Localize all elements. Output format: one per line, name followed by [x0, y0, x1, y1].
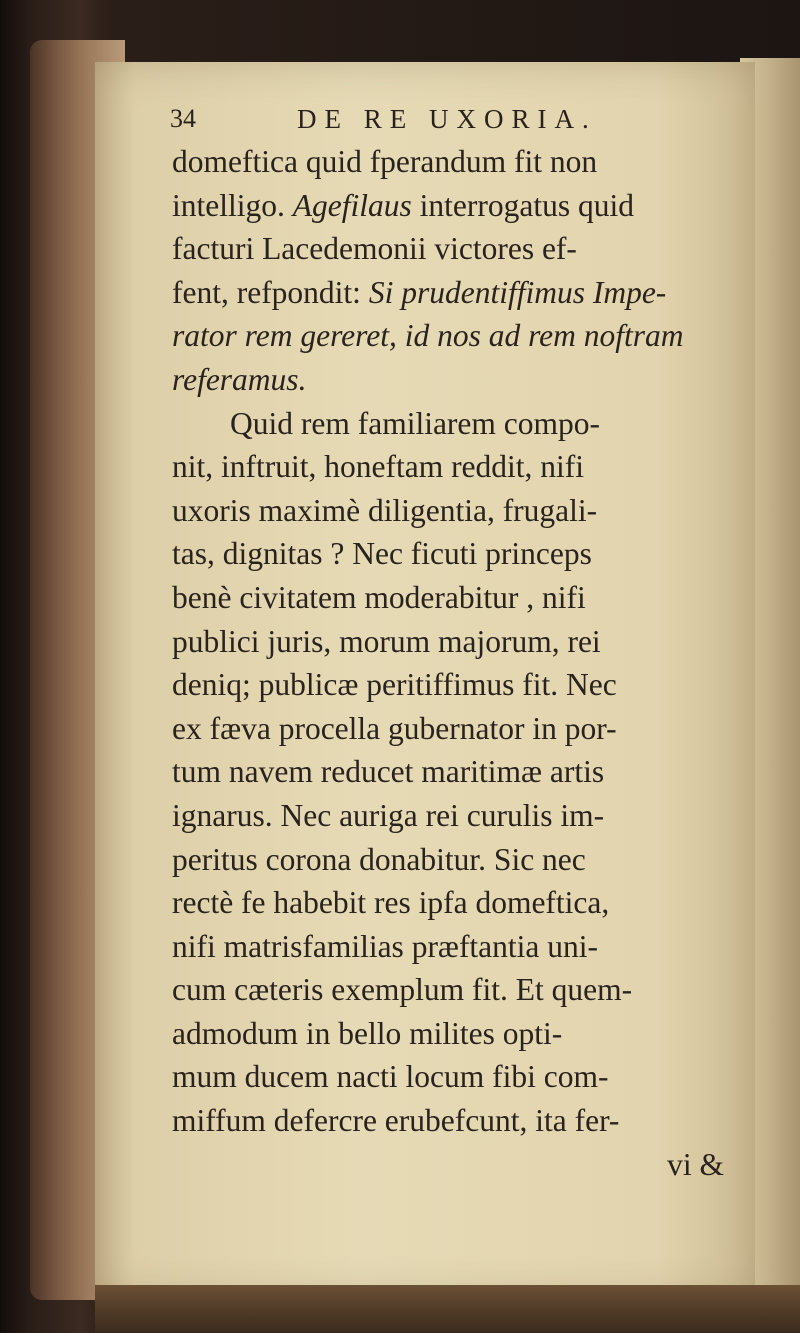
text-line — [172, 402, 732, 446]
text-line — [172, 271, 732, 315]
text-line — [172, 881, 732, 925]
text-run: domeftica quid fperandum fit non — [172, 144, 598, 179]
text-line — [172, 489, 732, 533]
text-line — [172, 750, 732, 794]
text-line — [172, 620, 732, 664]
text-run: publici juris, morum majorum, rei — [172, 623, 601, 659]
text-line — [172, 794, 732, 838]
running-title: DE RE UXORIA. — [297, 104, 597, 134]
italic-text: referamus. — [172, 361, 307, 397]
italic-text: Si prudentiffimus Impe- — [368, 274, 667, 310]
text-line — [172, 576, 732, 620]
text-line — [172, 663, 732, 707]
text-line — [172, 1012, 732, 1056]
text-run: interrogatus quid — [411, 187, 634, 223]
page-number: 34 — [170, 104, 196, 133]
text-run: Quid rem familiarem compo- — [230, 405, 601, 441]
text-run: nit, inftruit, honeftam reddit, nifi — [172, 449, 585, 485]
text-run: tum navem reducet maritimæ artis — [172, 754, 605, 790]
text-run: uxoris maximè diligentia, frugali- — [172, 492, 598, 528]
text-line — [172, 227, 732, 271]
text-run: mum ducem nacti locum fibi com- — [172, 1059, 609, 1095]
text-run: nifi matrisfamilias præftantia uni- — [172, 928, 599, 964]
text-line — [172, 532, 732, 576]
text-line — [172, 184, 732, 228]
catchword: vi & — [667, 1146, 724, 1182]
text-line — [172, 140, 732, 184]
text-run: rectè fe habebit res ipfa domeftica, — [172, 885, 610, 921]
text-run: facturi Lacedemonii victores ef- — [172, 231, 577, 267]
text-line — [172, 1099, 732, 1143]
text-run: cum cæteris exemplum fit. Et quem- — [172, 972, 633, 1008]
book-bottom-edge — [95, 1285, 800, 1333]
italic-text: rator rem gereret, id nos ad rem noftram — [172, 318, 684, 354]
page-header — [170, 104, 730, 144]
italic-text: Agefilaus — [292, 187, 412, 223]
text-line — [172, 445, 732, 489]
text-run: benè civitatem moderabitur , nifi — [172, 579, 586, 615]
text-line — [172, 314, 732, 358]
text-run: admodum in bello milites opti- — [172, 1015, 563, 1051]
text-line — [172, 968, 732, 1012]
text-line — [172, 838, 732, 882]
text-line — [172, 707, 732, 751]
text-run: peritus corona donabitur. Sic nec — [172, 841, 586, 877]
text-line — [172, 358, 732, 402]
text-run: tas, dignitas ? Nec ficuti princeps — [172, 536, 592, 572]
text-run: deniq; publicæ peritiffimus fit. Nec — [172, 667, 617, 703]
body-text — [172, 140, 732, 1186]
text-run: fent, refpondit: — [172, 274, 369, 310]
text-run: ignarus. Nec auriga rei curulis im- — [172, 797, 605, 833]
text-run: ex fæva procella gubernator in por- — [172, 710, 617, 746]
text-run: miffum defercre erubefcunt, ita fer- — [172, 1103, 620, 1139]
text-run: intelligo. — [172, 187, 293, 223]
text-line — [172, 925, 732, 969]
text-line — [172, 1055, 732, 1099]
